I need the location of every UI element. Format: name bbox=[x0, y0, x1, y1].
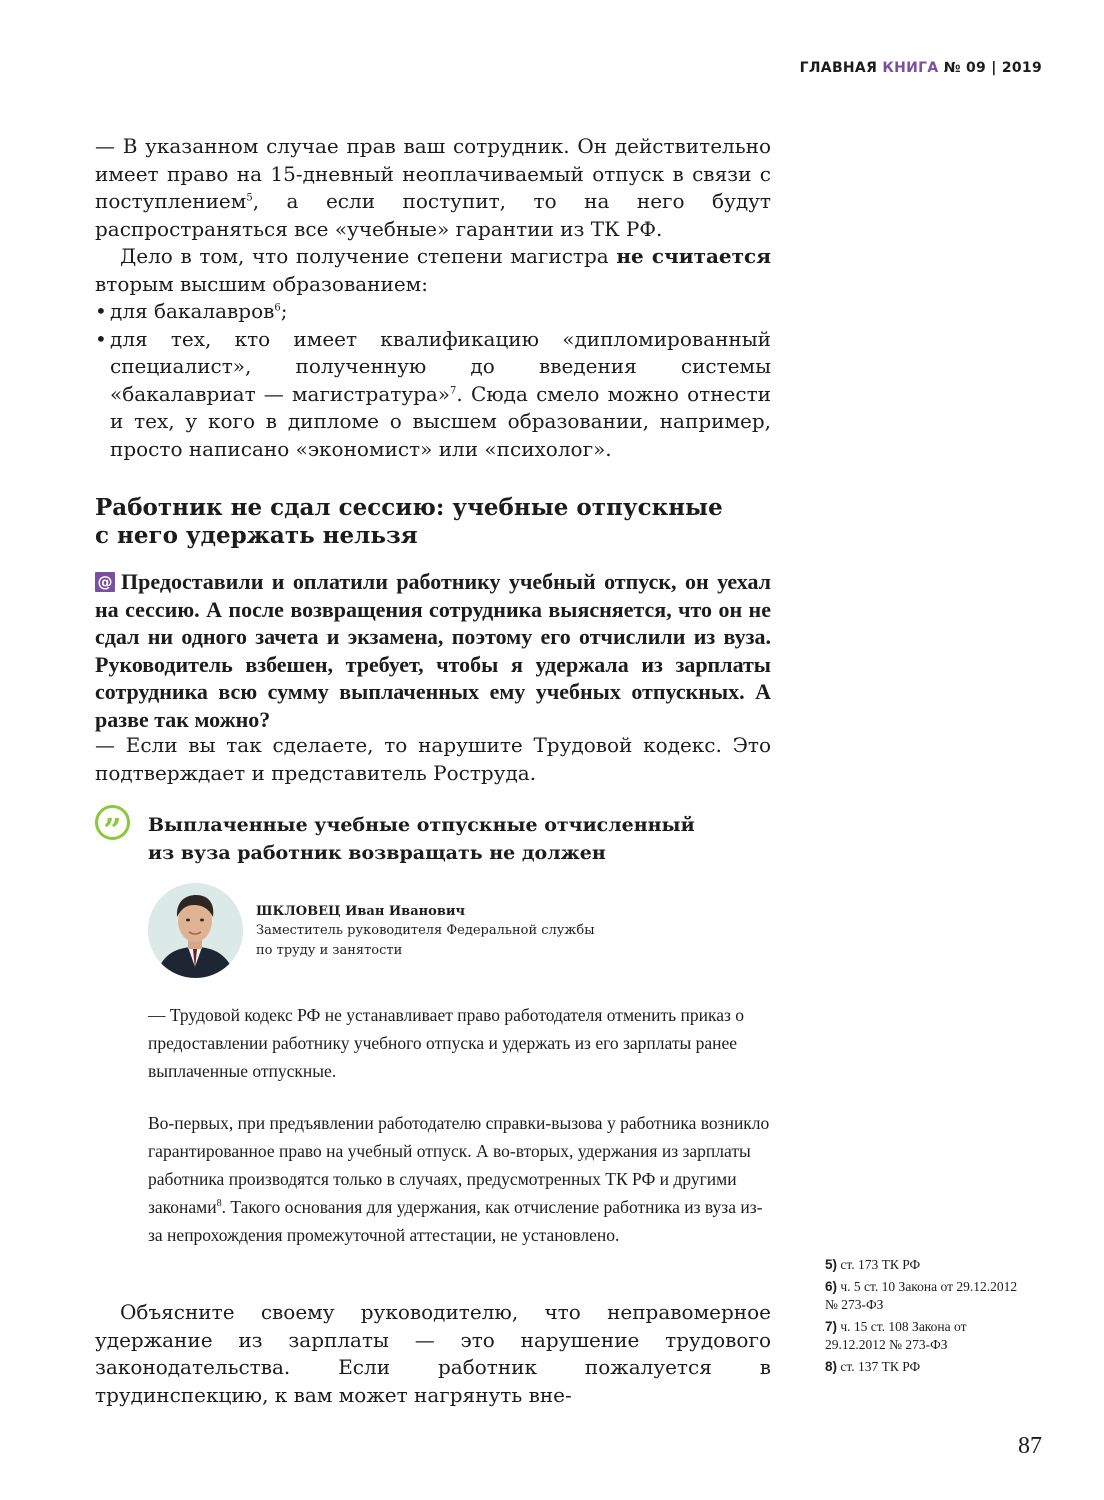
page-number: 87 bbox=[1018, 1433, 1042, 1459]
at-sign-icon: @ bbox=[95, 572, 115, 592]
list-item: • для тех, кто имеет квалификацию «дипломированный специалист», полученную до введения системы «бакалавриат — магистратура»$^7$. Сюда смело можно отнести и тех, у кого в дипломе о высшем образовании, например, просто написано «экономист» или «психолог». bbox=[95, 326, 771, 464]
footnote-ref-7[interactable]: 7 bbox=[450, 384, 457, 396]
quote-title: Выплаченные учебные отпускные отчисленный из вуза работник возвращать не должен bbox=[148, 814, 695, 864]
expert-name: ШКЛОВЕЦ Иван Иванович bbox=[256, 904, 466, 919]
magazine-name-part1: ГЛАВНАЯ bbox=[799, 60, 878, 76]
quote-paragraph-1: — Трудовой кодекс РФ не устанавливает право работодателя отменить приказ о предоставлении работнику учебного отпуска и удержать из его зарплаты ранее выплаченные отпускные. bbox=[148, 1005, 745, 1081]
bullet-list bbox=[95, 298, 771, 463]
footnote-item: 6) ч. 5 ст. 10 Закона от 29.12.2012 № 273-ФЗ bbox=[825, 1279, 1018, 1312]
issue-number: № 09 | 2019 bbox=[943, 60, 1042, 76]
footnote-item: 8) ст. 137 ТК РФ bbox=[825, 1359, 921, 1374]
reader-question: @ Предоставили и оплатили работнику учебный отпуск, он уехал на сессию. А после возвращения сотрудника выясняется, что он не сдал ни одного зачета и экзамена, поэтому его отчислили из вуза. Руководитель взбешен, требует, чтобы я удержала из зарплаты сотрудника всю сумму выплаченных ему учебных отпускных. А разве так можно? bbox=[95, 569, 771, 732]
footnote-item: 7) ч. 15 ст. 108 Закона от 29.12.2012 № 273-ФЗ bbox=[825, 1319, 967, 1352]
list-item: • для бакалавров$^6$; bbox=[95, 298, 771, 326]
intro-paragraph-2: Дело в том, что получение степени магистра не считается вторым высшим образованием: bbox=[95, 244, 771, 296]
quote-paragraph-2: Во-первых, при предъявлении работодателю справки-вызова у работника возникло гарантированное право на учебный отпуск. А во-вторых, удержания из зарплаты работника производятся только в случаях, предусмотренных ТК РФ и другими законами$^8$. Такого основания для удержания, как отчисление работника из вуза из-за непрохождения промежуточной аттестации, не установлено. bbox=[148, 1113, 770, 1245]
footnote-ref-6[interactable]: 6 bbox=[274, 302, 281, 314]
footnote-ref-5[interactable]: 5 bbox=[246, 192, 253, 204]
closing-paragraph: Объясните своему руководителю, что неправомерное удержание из зарплаты — это нарушение трудового законодательства. Если работник пожалуется в трудинспекцию, к вам может нагрянуть вне- bbox=[95, 1300, 771, 1407]
quote-icon: ” bbox=[95, 805, 130, 840]
expert-avatar bbox=[148, 883, 243, 978]
footnote-item: 5) ст. 173 ТК РФ bbox=[825, 1257, 921, 1272]
intro-block bbox=[95, 133, 771, 463]
intro-paragraph-1: — В указанном случае прав ваш сотрудник. Он действительно имеет право на 15-дневный неоплачиваемый отпуск в связи с поступлением$^5$, а если поступит, то на него будут распространяться все «учебные» гарантии из ТК РФ. bbox=[95, 134, 771, 241]
footnote-ref-8[interactable]: 8 bbox=[216, 1198, 222, 1210]
footnotes bbox=[825, 1256, 1025, 1380]
answer-paragraph: — Если вы так сделаете, то нарушите Трудовой кодекс. Это подтверждает и представитель Роструда. bbox=[95, 733, 771, 785]
expert-position: Заместитель руководителя Федеральной службы по труду и занятости bbox=[256, 923, 595, 958]
section-title: Работник не сдал сессию: учебные отпускные с него удержать нельзя bbox=[95, 494, 723, 549]
emphasis-text: не считается bbox=[616, 244, 771, 268]
expert-portrait-illustration bbox=[148, 883, 243, 978]
magazine-name-part2: КНИГА bbox=[882, 60, 939, 76]
running-header bbox=[800, 60, 1042, 76]
